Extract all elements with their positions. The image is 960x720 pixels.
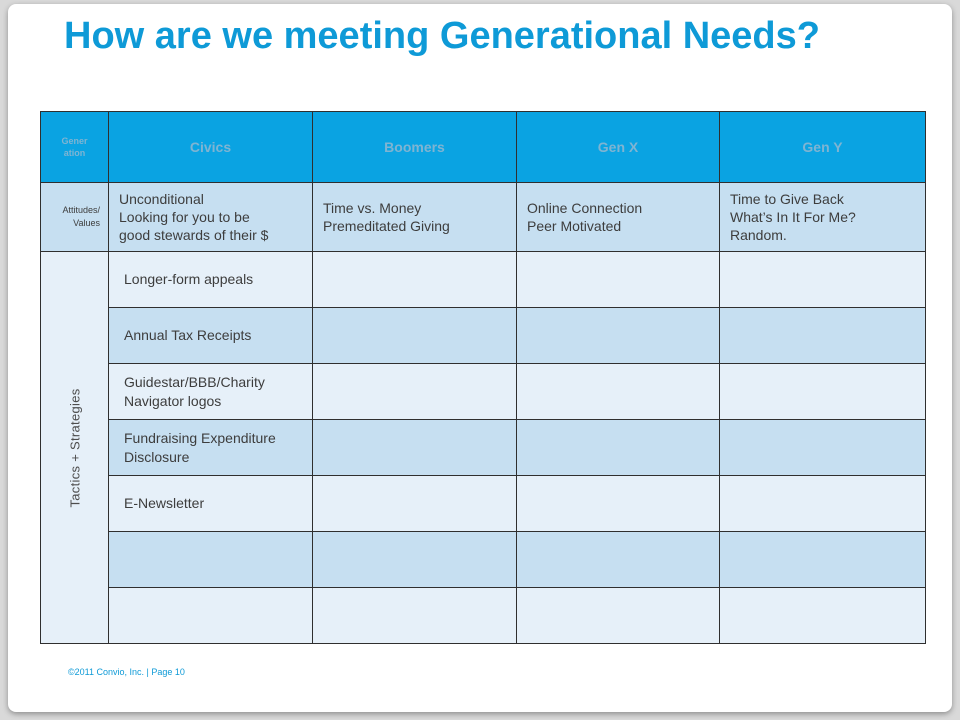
tactic-label [109,308,313,364]
genx-attitudes-cell [517,183,720,252]
civics-attitude-line: Unconditional [119,191,204,207]
slide [8,4,952,712]
tactic-cell-genx [517,308,720,364]
civics-attitude-line: good stewards of their $ [119,227,269,243]
tactic-cell-geny [720,252,926,308]
genx-attitude-line: Online Connection [527,200,643,216]
tactic-row [41,476,926,532]
tactic-cell-geny [720,532,926,588]
boomers-attitudes-cell [313,183,517,252]
tactic-cell-genx [517,476,720,532]
tactic-row [41,420,926,476]
tactic-line: Disclosure [124,448,190,465]
tactic-row [41,308,926,364]
tactic-line: Annual Tax Receipts [124,327,252,343]
tactic-cell-boomers [313,308,517,364]
tactic-cell-boomers [313,252,517,308]
tactic-cell-boomers [313,476,517,532]
tactic-cell-boomers [313,364,517,420]
generational-needs-table [40,111,926,644]
tactic-cell-geny [720,420,926,476]
tactic-line: Guidestar/BBB/Charity [124,373,265,390]
generation-label-line1: Gener [61,136,88,146]
tactic-cell-genx [517,252,720,308]
boomers-attitude-line: Premeditated Giving [323,218,450,234]
column-header-geny: Gen Y [720,112,926,183]
tactics-strategies-label: Tactics + Strategies [67,387,82,508]
geny-attitude-line: Random. [730,227,787,243]
tactic-cell-geny [720,588,926,644]
tactic-cell-boomers [313,420,517,476]
tactic-cell-genx [517,588,720,644]
column-header-civics: Civics [109,112,313,183]
tactic-line: E-Newsletter [124,495,205,511]
tactic-cell-genx [517,420,720,476]
generation-header-label [41,112,109,183]
tactic-line: Fundraising Expenditure [124,429,276,446]
tactic-cell-geny [720,308,926,364]
tactic-cell-boomers [313,588,517,644]
tactic-row [41,532,926,588]
attitudes-label-line1: Attitudes/ [62,205,100,215]
tactic-cell-geny [720,364,926,420]
tactic-label [109,252,313,308]
genx-attitude-line: Peer Motivated [527,218,622,234]
generation-label-line2: ation [63,148,86,158]
slide-title: How are we meeting Generational Needs? [64,15,820,57]
column-header-genx: Gen X [517,112,720,183]
header-row [41,112,926,183]
tactic-label [109,420,313,476]
attitudes-values-label [41,183,109,252]
column-header-boomers: Boomers [313,112,517,183]
geny-attitudes-cell [720,183,926,252]
tactic-cell-genx [517,364,720,420]
tactic-row [41,252,926,308]
geny-attitude-line: What’s In It For Me? [730,209,856,225]
tactic-cell-geny [720,476,926,532]
tactics-side-cell [41,252,109,644]
attitudes-row [41,183,926,252]
tactic-row [41,364,926,420]
geny-attitude-line: Time to Give Back [730,191,844,207]
boomers-attitude-line: Time vs. Money [323,200,422,216]
tactic-label [109,588,313,644]
tactic-cell-boomers [313,532,517,588]
tactic-label [109,364,313,420]
civics-attitudes-cell [109,183,313,252]
tactic-row [41,588,926,644]
tactic-cell-genx [517,532,720,588]
attitudes-label-line2: Values [73,218,100,228]
slide-footer: ©2011 Convio, Inc. | Page 10 [68,667,185,677]
tactic-line: Navigator logos [124,392,222,409]
tactic-label [109,532,313,588]
tactic-label [109,476,313,532]
tactic-line: Longer-form appeals [124,271,254,287]
civics-attitude-line: Looking for you to be [119,209,250,225]
